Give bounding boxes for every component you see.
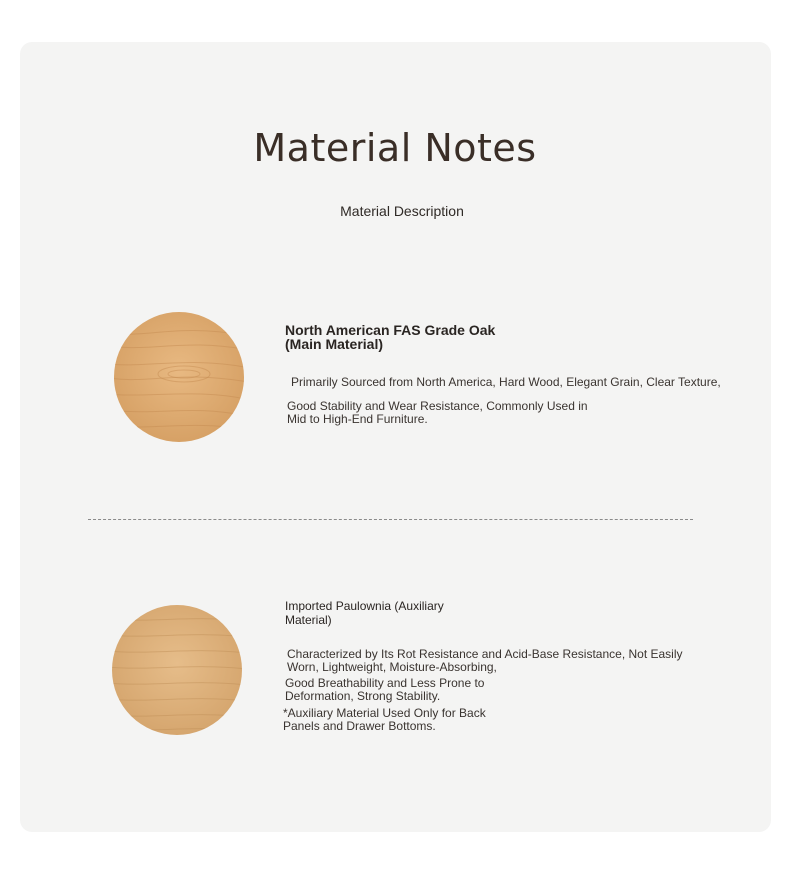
paulownia-wood-swatch-image (112, 605, 242, 735)
page-title: Material Notes (253, 126, 537, 170)
oak-material-name: North American FAS Grade Oak (Main Material) (285, 322, 496, 352)
section-subtitle: Material Description (340, 203, 464, 219)
paulownia-description-a: Characterized by Its Rot Resistance and Acid-Base Resistance, Not Easily Worn, Lightweight, Moisture-Absorbing, (287, 647, 683, 674)
paulownia-description-b: Good Breathability and Less Prone to Deformation, Strong Stability. (285, 676, 485, 703)
dashed-divider (88, 519, 693, 520)
oak-description: Good Stability and Wear Resistance, Commonly Used in Mid to High-End Furniture. (287, 399, 588, 426)
paulownia-note: *Auxiliary Material Used Only for Back Panels and Drawer Bottoms. (283, 706, 486, 733)
oak-wood-swatch-image (114, 312, 244, 442)
paulownia-material-name: Imported Paulownia (Auxiliary Material) (285, 599, 444, 627)
oak-description-line: Primarily Sourced from North America, Hard Wood, Elegant Grain, Clear Texture, (291, 375, 721, 389)
